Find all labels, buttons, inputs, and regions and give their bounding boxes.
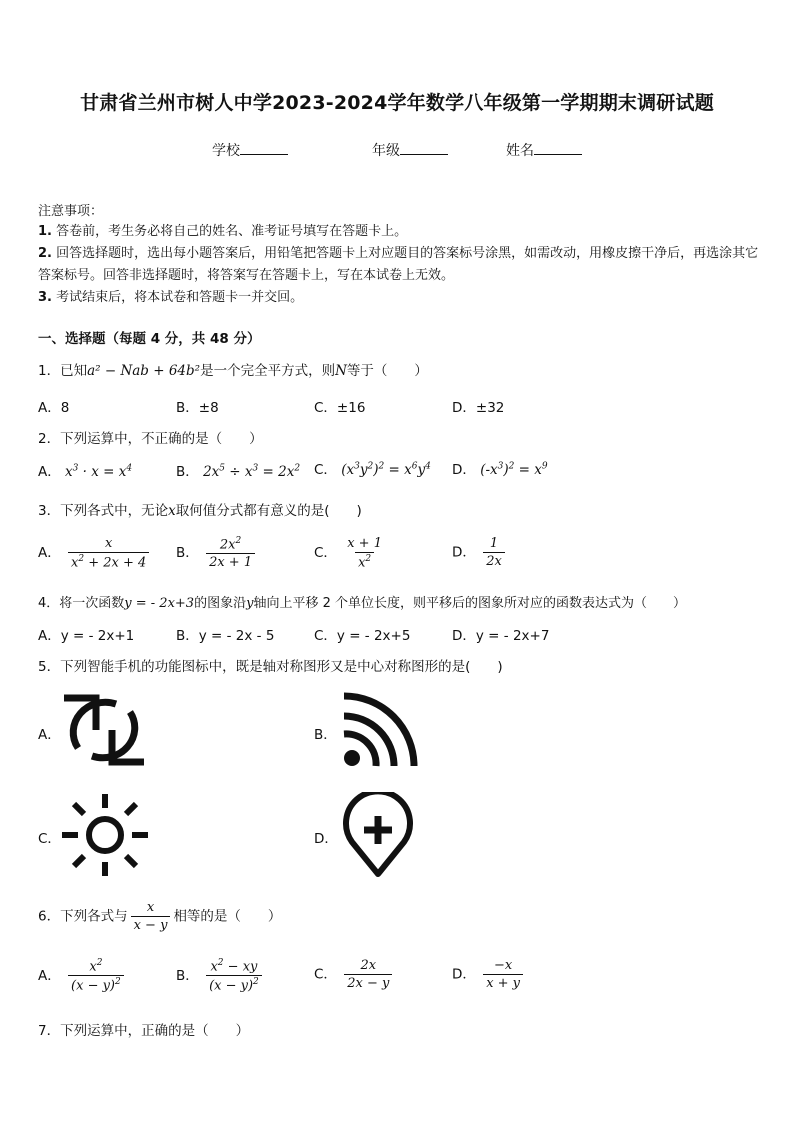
name-label: 姓名 (506, 143, 534, 159)
notice-item: 2. 回答选择题时，选出每小题答案后，用铅笔把答题卡上对应题目的答案标号涂黑，如需改动，用橡皮擦干净后，再选涂其它答案标号。回答非选择题时，将答案写在答题卡上，写在本试卷上无效。 (38, 246, 759, 283)
name-field[interactable] (506, 140, 582, 160)
q3-option-c[interactable]: C． $\frac{x + 1}{x^2}$ (314, 536, 382, 571)
question-4: 4．将一次函数y = - 2x+3的图象沿y轴向上平移 2 个单位长度，则平移后的图象所对应的函数表达式为（ ） (38, 596, 686, 611)
school-field[interactable] (212, 140, 288, 160)
notice-item: 3. 考试结束后，将本试卷和答题卡一并交回。 (38, 290, 304, 305)
q5-label-b[interactable]: B． (314, 727, 337, 743)
q5-label-a[interactable]: A． (38, 727, 61, 743)
q2-option-a[interactable]: A． $x^3 \cdot x = x^4$ (38, 463, 133, 480)
q4-option-d[interactable]: D．y = - 2x+7 (452, 628, 550, 644)
q2-option-c[interactable]: C． $(x^3y^2)^2 = x^6y^4$ (314, 461, 431, 478)
q4-option-c[interactable]: C．y = - 2x+5 (314, 628, 411, 644)
q3-option-d[interactable]: D． $\frac{1}{2x}$ (452, 536, 508, 569)
question-5: 5．下列智能手机的功能图标中，既是轴对称图形又是中心对称图形的是( ) (38, 659, 503, 675)
question-1: 1．已知a² − Nab + 64b²是一个完全平方式，则N等于（ ） (38, 363, 428, 379)
question-3: 3．下列各式中，无论x取何值分式都有意义的是( ) (38, 503, 362, 519)
q4-option-a[interactable]: A．y = - 2x+1 (38, 628, 135, 644)
q1-option-d[interactable]: D．±32 (452, 400, 505, 416)
q4-option-b[interactable]: B．y = - 2x - 5 (176, 628, 275, 644)
q3-option-a[interactable]: A． $\frac{x}{x^2 + 2x + 4}$ (38, 536, 152, 570)
q6-option-b[interactable]: B． $\frac{x^2 - xy}{(x - y)^2}$ (176, 958, 265, 994)
sync-icon (58, 690, 150, 770)
section-heading: 一、选择题（每题 4 分，共 48 分） (38, 331, 261, 347)
notice-item: 1. 答卷前，考生务必将自己的姓名、准考证号填写在答题卡上。 (38, 224, 408, 239)
sun-icon (60, 792, 150, 878)
page-title: 甘肃省兰州市树人中学2023-2024学年数学八年级第一学期期末调研试题 (80, 92, 714, 114)
notice-heading: 注意事项： (38, 204, 104, 219)
rss-feed-icon (340, 690, 422, 770)
question-6: 6．下列各式与 $\frac{x}{x - y}$ 相等的是（ ） (38, 900, 282, 933)
q6-option-c[interactable]: C． $\frac{2x}{2x - y}$ (314, 958, 395, 991)
q1-option-c[interactable]: C．±16 (314, 400, 366, 416)
q1-option-a[interactable]: A．8 (38, 400, 70, 416)
q6-option-d[interactable]: D． $\frac{-x}{x + y}$ (452, 958, 526, 991)
q2-option-d[interactable]: D． $(-x^3)^2 = x^9$ (452, 461, 548, 478)
school-label: 学校 (212, 143, 240, 159)
q6-option-a[interactable]: A． $\frac{x^2}{(x - y)^2}$ (38, 958, 127, 994)
q3-option-b[interactable]: B． $\frac{2x^2}{2x + 1}$ (176, 536, 258, 570)
q2-option-b[interactable]: B． $2x^5 \div x^3 = 2x^2$ (176, 463, 301, 480)
q5-label-d[interactable]: D． (314, 831, 338, 847)
question-2: 2．下列运算中，不正确的是（ ） (38, 431, 263, 447)
grade-field[interactable] (372, 140, 448, 160)
grade-label: 年级 (372, 143, 400, 159)
q1-option-b[interactable]: B．±8 (176, 400, 219, 416)
add-location-icon (340, 792, 416, 878)
question-7: 7．下列运算中，正确的是（ ） (38, 1023, 250, 1039)
q5-label-c[interactable]: C． (38, 831, 61, 847)
